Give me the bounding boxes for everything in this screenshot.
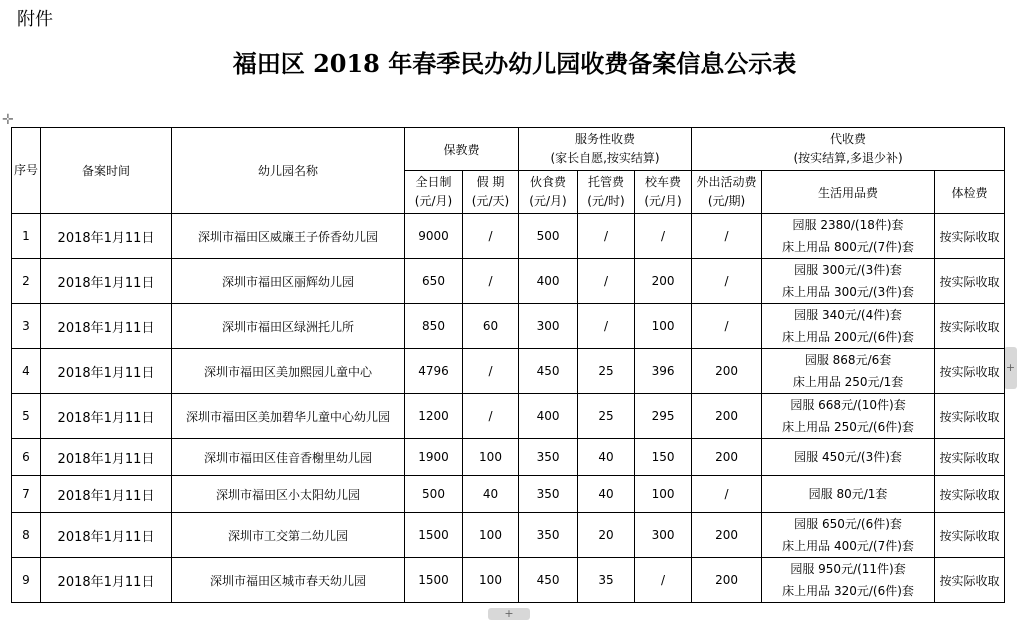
- table-row: [12, 349, 1005, 394]
- cell-name: 深圳市工交第二幼儿园: [172, 513, 405, 558]
- header-bus-unit: (元/月): [644, 194, 682, 208]
- cell-checkup: 按实际收取: [935, 558, 1005, 603]
- cell-date: 2018年1月11日: [41, 439, 172, 476]
- supply-line: 园服 80元/1套: [808, 487, 888, 501]
- supply-line: 床上用品 300元/(3件)套: [782, 285, 914, 299]
- cell-no: 6: [12, 439, 41, 476]
- cell-bus: 396: [635, 349, 692, 394]
- header-collection: [692, 128, 1005, 171]
- cell-no: 1: [12, 214, 41, 259]
- cell-full: 1500: [405, 513, 463, 558]
- cell-trust: 25: [578, 394, 635, 439]
- cell-holiday: /: [463, 394, 519, 439]
- cell-trust: 35: [578, 558, 635, 603]
- table-add-row-icon[interactable]: +: [488, 608, 530, 620]
- cell-supplies: [762, 476, 935, 513]
- cell-trust: 40: [578, 476, 635, 513]
- cell-trust: 20: [578, 513, 635, 558]
- cell-outing: /: [692, 476, 762, 513]
- header-name: 幼儿园名称: [172, 128, 405, 214]
- cell-outing: 200: [692, 558, 762, 603]
- header-holiday-unit: (元/天): [471, 194, 510, 208]
- cell-meal: 450: [519, 558, 578, 603]
- header-trust: [578, 171, 635, 214]
- cell-date: 2018年1月11日: [41, 394, 172, 439]
- header-supplies: 生活用品费: [762, 171, 935, 214]
- cell-holiday: /: [463, 349, 519, 394]
- supply-line: 园服 868元/6套: [804, 353, 892, 367]
- cell-supplies: [762, 439, 935, 476]
- cell-no: 8: [12, 513, 41, 558]
- table-row: [12, 304, 1005, 349]
- cell-supplies: [762, 394, 935, 439]
- cell-name: 深圳市福田区威廉王子侨香幼儿园: [172, 214, 405, 259]
- cell-meal: 400: [519, 394, 578, 439]
- table-row: [12, 259, 1005, 304]
- header-care-fee: 保教费: [405, 128, 519, 171]
- supply-line: 园服 450元/(3件)套: [794, 450, 902, 464]
- cell-full: 1500: [405, 558, 463, 603]
- header-trust-label: 托管费: [588, 175, 625, 189]
- header-outing-label: 外出活动费: [696, 175, 757, 189]
- cell-no: 7: [12, 476, 41, 513]
- cell-outing: 200: [692, 349, 762, 394]
- page-title: 福田区 2018 年春季民办幼儿园收费备案信息公示表: [232, 49, 797, 78]
- cell-name: 深圳市福田区城市春天幼儿园: [172, 558, 405, 603]
- cell-checkup: 按实际收取: [935, 394, 1005, 439]
- table-resize-right-icon[interactable]: +: [1004, 347, 1017, 389]
- header-outing: [692, 171, 762, 214]
- header-meal: [519, 171, 578, 214]
- cell-full: 9000: [405, 214, 463, 259]
- header-bus-label: 校车费: [645, 175, 682, 189]
- cell-outing: /: [692, 304, 762, 349]
- cell-no: 9: [12, 558, 41, 603]
- cell-outing: 200: [692, 439, 762, 476]
- supply-line: 园服 668元/(10件)套: [790, 398, 906, 412]
- table-row: [12, 394, 1005, 439]
- header-checkup: 体检费: [935, 171, 1005, 214]
- cell-checkup: 按实际收取: [935, 439, 1005, 476]
- header-seq: 序号: [12, 128, 41, 214]
- cell-meal: 450: [519, 349, 578, 394]
- cell-meal: 350: [519, 476, 578, 513]
- cell-bus: 295: [635, 394, 692, 439]
- cell-full: 500: [405, 476, 463, 513]
- header-full-day-unit: (元/月): [414, 194, 453, 208]
- cell-bus: /: [635, 558, 692, 603]
- header-service-fee: [519, 128, 692, 171]
- cell-date: 2018年1月11日: [41, 304, 172, 349]
- cell-no: 4: [12, 349, 41, 394]
- cell-trust: /: [578, 304, 635, 349]
- cell-checkup: 按实际收取: [935, 476, 1005, 513]
- cell-holiday: /: [463, 214, 519, 259]
- cell-bus: 150: [635, 439, 692, 476]
- table-row: [12, 439, 1005, 476]
- table-row: [12, 558, 1005, 603]
- cell-checkup: 按实际收取: [935, 214, 1005, 259]
- header-collection-label: 代收费: [830, 132, 867, 146]
- cell-holiday: 100: [463, 558, 519, 603]
- table-row: [12, 513, 1005, 558]
- header-holiday: [463, 171, 519, 214]
- header-bus: [635, 171, 692, 214]
- cell-full: 650: [405, 259, 463, 304]
- supply-line: 园服 2380/(18件)套: [792, 218, 904, 232]
- cell-no: 2: [12, 259, 41, 304]
- cell-holiday: 100: [463, 439, 519, 476]
- header-service-fee-label: 服务性收费: [575, 132, 636, 146]
- cell-name: 深圳市福田区丽辉幼儿园: [172, 259, 405, 304]
- supply-line: 园服 650元/(6件)套: [794, 517, 902, 531]
- cell-supplies: [762, 349, 935, 394]
- cell-name: 深圳市福田区小太阳幼儿园: [172, 476, 405, 513]
- cell-trust: 40: [578, 439, 635, 476]
- supply-line: 园服 340元/(4件)套: [794, 308, 902, 322]
- cell-full: 1200: [405, 394, 463, 439]
- cell-meal: 300: [519, 304, 578, 349]
- cell-supplies: [762, 259, 935, 304]
- cell-meal: 350: [519, 513, 578, 558]
- cell-bus: 100: [635, 304, 692, 349]
- attachment-label: 附件: [17, 9, 53, 30]
- header-outing-unit: (元/期): [707, 194, 746, 208]
- table-row: [12, 476, 1005, 513]
- cell-date: 2018年1月11日: [41, 214, 172, 259]
- supply-line: 床上用品 250元/1套: [792, 375, 904, 389]
- supply-line: 床上用品 200元/(6件)套: [782, 330, 914, 344]
- cell-supplies: [762, 513, 935, 558]
- cell-holiday: 40: [463, 476, 519, 513]
- cell-full: 1900: [405, 439, 463, 476]
- cell-date: 2018年1月11日: [41, 476, 172, 513]
- cell-bus: 100: [635, 476, 692, 513]
- supply-line: 床上用品 800元/(7件)套: [782, 240, 914, 254]
- cell-full: 850: [405, 304, 463, 349]
- cell-name: 深圳市福田区佳音香榭里幼儿园: [172, 439, 405, 476]
- header-meal-unit: (元/月): [529, 194, 567, 208]
- cell-date: 2018年1月11日: [41, 349, 172, 394]
- header-holiday-label: 假 期: [476, 175, 505, 189]
- cell-supplies: [762, 558, 935, 603]
- supply-line: 园服 300元/(3件)套: [794, 263, 902, 277]
- cell-no: 5: [12, 394, 41, 439]
- cell-trust: /: [578, 259, 635, 304]
- fee-table: [11, 127, 1005, 603]
- supply-line: 床上用品 320元/(6件)套: [782, 584, 914, 598]
- header-date: 备案时间: [41, 128, 172, 214]
- cell-outing: 200: [692, 394, 762, 439]
- cell-name: 深圳市福田区美加碧华儿童中心幼儿园: [172, 394, 405, 439]
- cell-trust: /: [578, 214, 635, 259]
- cell-checkup: 按实际收取: [935, 259, 1005, 304]
- header-trust-unit: (元/时): [587, 194, 625, 208]
- cell-meal: 500: [519, 214, 578, 259]
- cell-meal: 400: [519, 259, 578, 304]
- cell-holiday: /: [463, 259, 519, 304]
- supply-line: 床上用品 250元/(6件)套: [782, 420, 914, 434]
- cell-checkup: 按实际收取: [935, 349, 1005, 394]
- cell-trust: 25: [578, 349, 635, 394]
- cell-checkup: 按实际收取: [935, 304, 1005, 349]
- cell-bus: 300: [635, 513, 692, 558]
- header-service-fee-note: (家长自愿,按实结算): [550, 151, 660, 165]
- cell-supplies: [762, 304, 935, 349]
- cell-date: 2018年1月11日: [41, 558, 172, 603]
- table-move-handle-icon[interactable]: ✛: [2, 112, 14, 128]
- cell-bus: 200: [635, 259, 692, 304]
- cell-outing: /: [692, 259, 762, 304]
- header-full-day: [405, 171, 463, 214]
- header-collection-note: (按实结算,多退少补): [793, 151, 903, 165]
- header-full-day-label: 全日制: [415, 175, 452, 189]
- cell-date: 2018年1月11日: [41, 259, 172, 304]
- table-row: [12, 214, 1005, 259]
- cell-meal: 350: [519, 439, 578, 476]
- cell-supplies: [762, 214, 935, 259]
- cell-checkup: 按实际收取: [935, 513, 1005, 558]
- supply-line: 床上用品 400元/(7件)套: [782, 539, 914, 553]
- cell-full: 4796: [405, 349, 463, 394]
- cell-name: 深圳市福田区绿洲托儿所: [172, 304, 405, 349]
- cell-outing: /: [692, 214, 762, 259]
- cell-holiday: 100: [463, 513, 519, 558]
- cell-holiday: 60: [463, 304, 519, 349]
- cell-no: 3: [12, 304, 41, 349]
- cell-bus: /: [635, 214, 692, 259]
- cell-date: 2018年1月11日: [41, 513, 172, 558]
- cell-name: 深圳市福田区美加熙园儿童中心: [172, 349, 405, 394]
- header-meal-label: 伙食费: [530, 175, 567, 189]
- cell-outing: 200: [692, 513, 762, 558]
- supply-line: 园服 950元/(11件)套: [790, 562, 906, 576]
